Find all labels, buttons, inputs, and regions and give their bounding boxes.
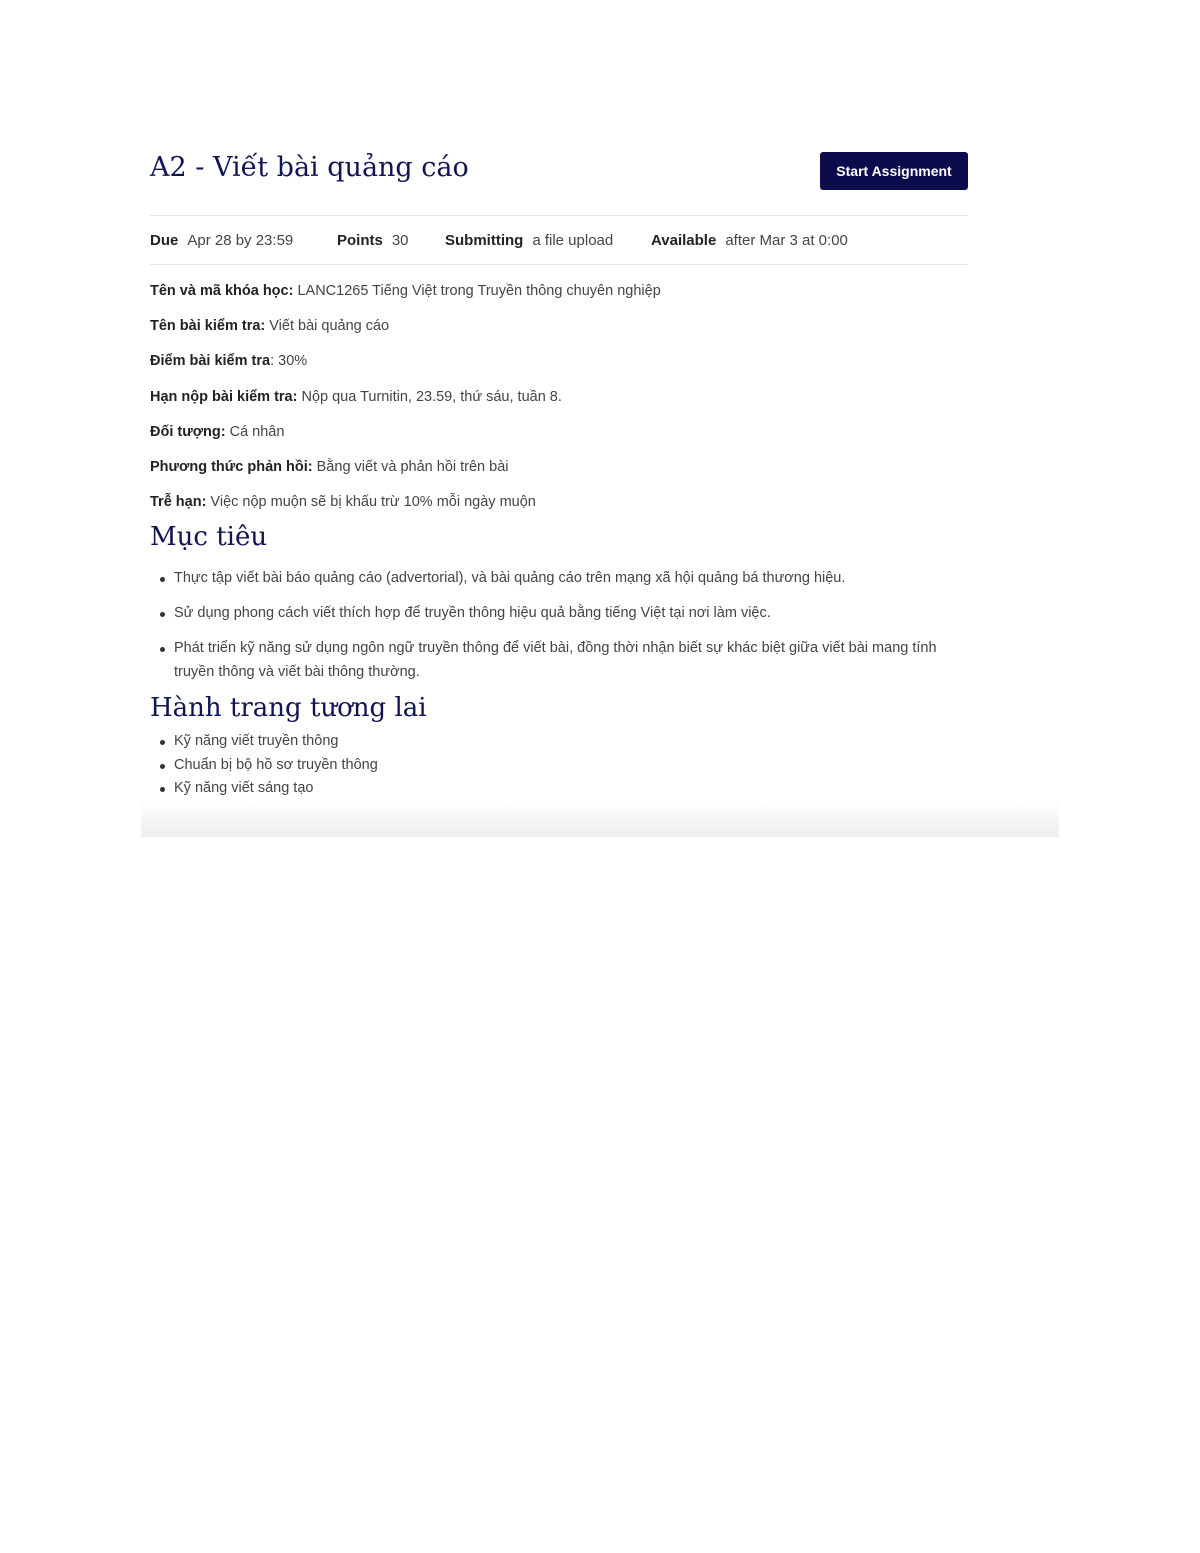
submitting-label: Submitting [445,231,524,249]
due-value: Apr 28 by 23:59 [187,231,294,249]
assignment-page [141,130,1059,837]
points-label: Points [337,231,383,249]
meta-due [150,232,337,249]
detail-value: Nộp qua Turnitin, 23.59, thứ sáu, tuần 8. [297,388,562,405]
detail-deadline [150,388,968,406]
page-title: A2 - Viết bài quảng cáo [150,152,469,183]
list-item: Thực tập viết bài báo quảng cáo (advertorial), và bài quảng cáo trên mạng xã hội quảng bá thương hiệu. [174,567,968,591]
detail-test-name [150,317,968,335]
list-item: Kỹ năng viết sáng tạo [174,777,968,801]
assignment-content [150,130,968,797]
available-value: after Mar 3 at 0:00 [725,231,848,249]
submitting-value: a file upload [532,231,614,249]
title-row [150,130,968,215]
detail-course [150,282,968,300]
list-item: Kỹ năng viết truyền thông [174,730,968,754]
future-list [150,730,968,801]
detail-label: Tên và mã khóa học: [150,283,294,299]
detail-label: Hạn nộp bài kiểm tra: [150,388,298,405]
detail-late [150,493,968,511]
detail-value: Việc nộp muộn sẽ bị khấu trừ 10% mỗi ngày muộn [206,494,536,511]
meta-points [337,232,445,249]
detail-label: Trễ hạn: [150,494,207,511]
future-heading: Hành trang tương lai [150,693,427,724]
detail-label: Phương thức phản hồi: [150,458,313,475]
meta-submitting [445,232,651,249]
detail-value: LANC1265 Tiếng Việt trong Truyền thông chuyên nghiệp [293,283,661,299]
meta-available [651,232,848,249]
objectives-list [150,567,968,684]
detail-label: Điểm bài kiểm tra [150,353,271,370]
detail-value: Cá nhân [225,423,285,440]
objectives-heading: Mục tiêu [150,522,268,553]
list-item: Phát triển kỹ năng sử dụng ngôn ngữ truyền thông để viết bài, đồng thời nhận biết sự khác biệt giữa viết bài mang tính truyền thông và viết bài thông thường. [174,637,968,684]
detail-score [150,352,968,370]
points-value: 30 [391,231,409,249]
assignment-meta [150,215,968,265]
detail-value: : 30% [270,353,308,370]
available-label: Available [651,231,717,249]
detail-feedback [150,458,968,476]
detail-value: Bằng viết và phản hồi trên bài [312,458,509,475]
list-item: Sử dụng phong cách viết thích hợp để truyền thông hiệu quả bằng tiếng Việt tại nơi làm việc. [174,602,968,626]
assignment-description [150,282,968,801]
detail-label: Tên bài kiểm tra: [150,318,266,335]
detail-value: Viết bài quảng cáo [265,318,390,335]
detail-audience [150,423,968,441]
detail-label: Đối tượng: [150,423,226,440]
start-assignment-button[interactable]: Start Assignment [820,152,968,190]
due-label: Due [150,231,179,249]
list-item: Chuẩn bị bộ hồ sơ truyền thông [174,754,968,778]
